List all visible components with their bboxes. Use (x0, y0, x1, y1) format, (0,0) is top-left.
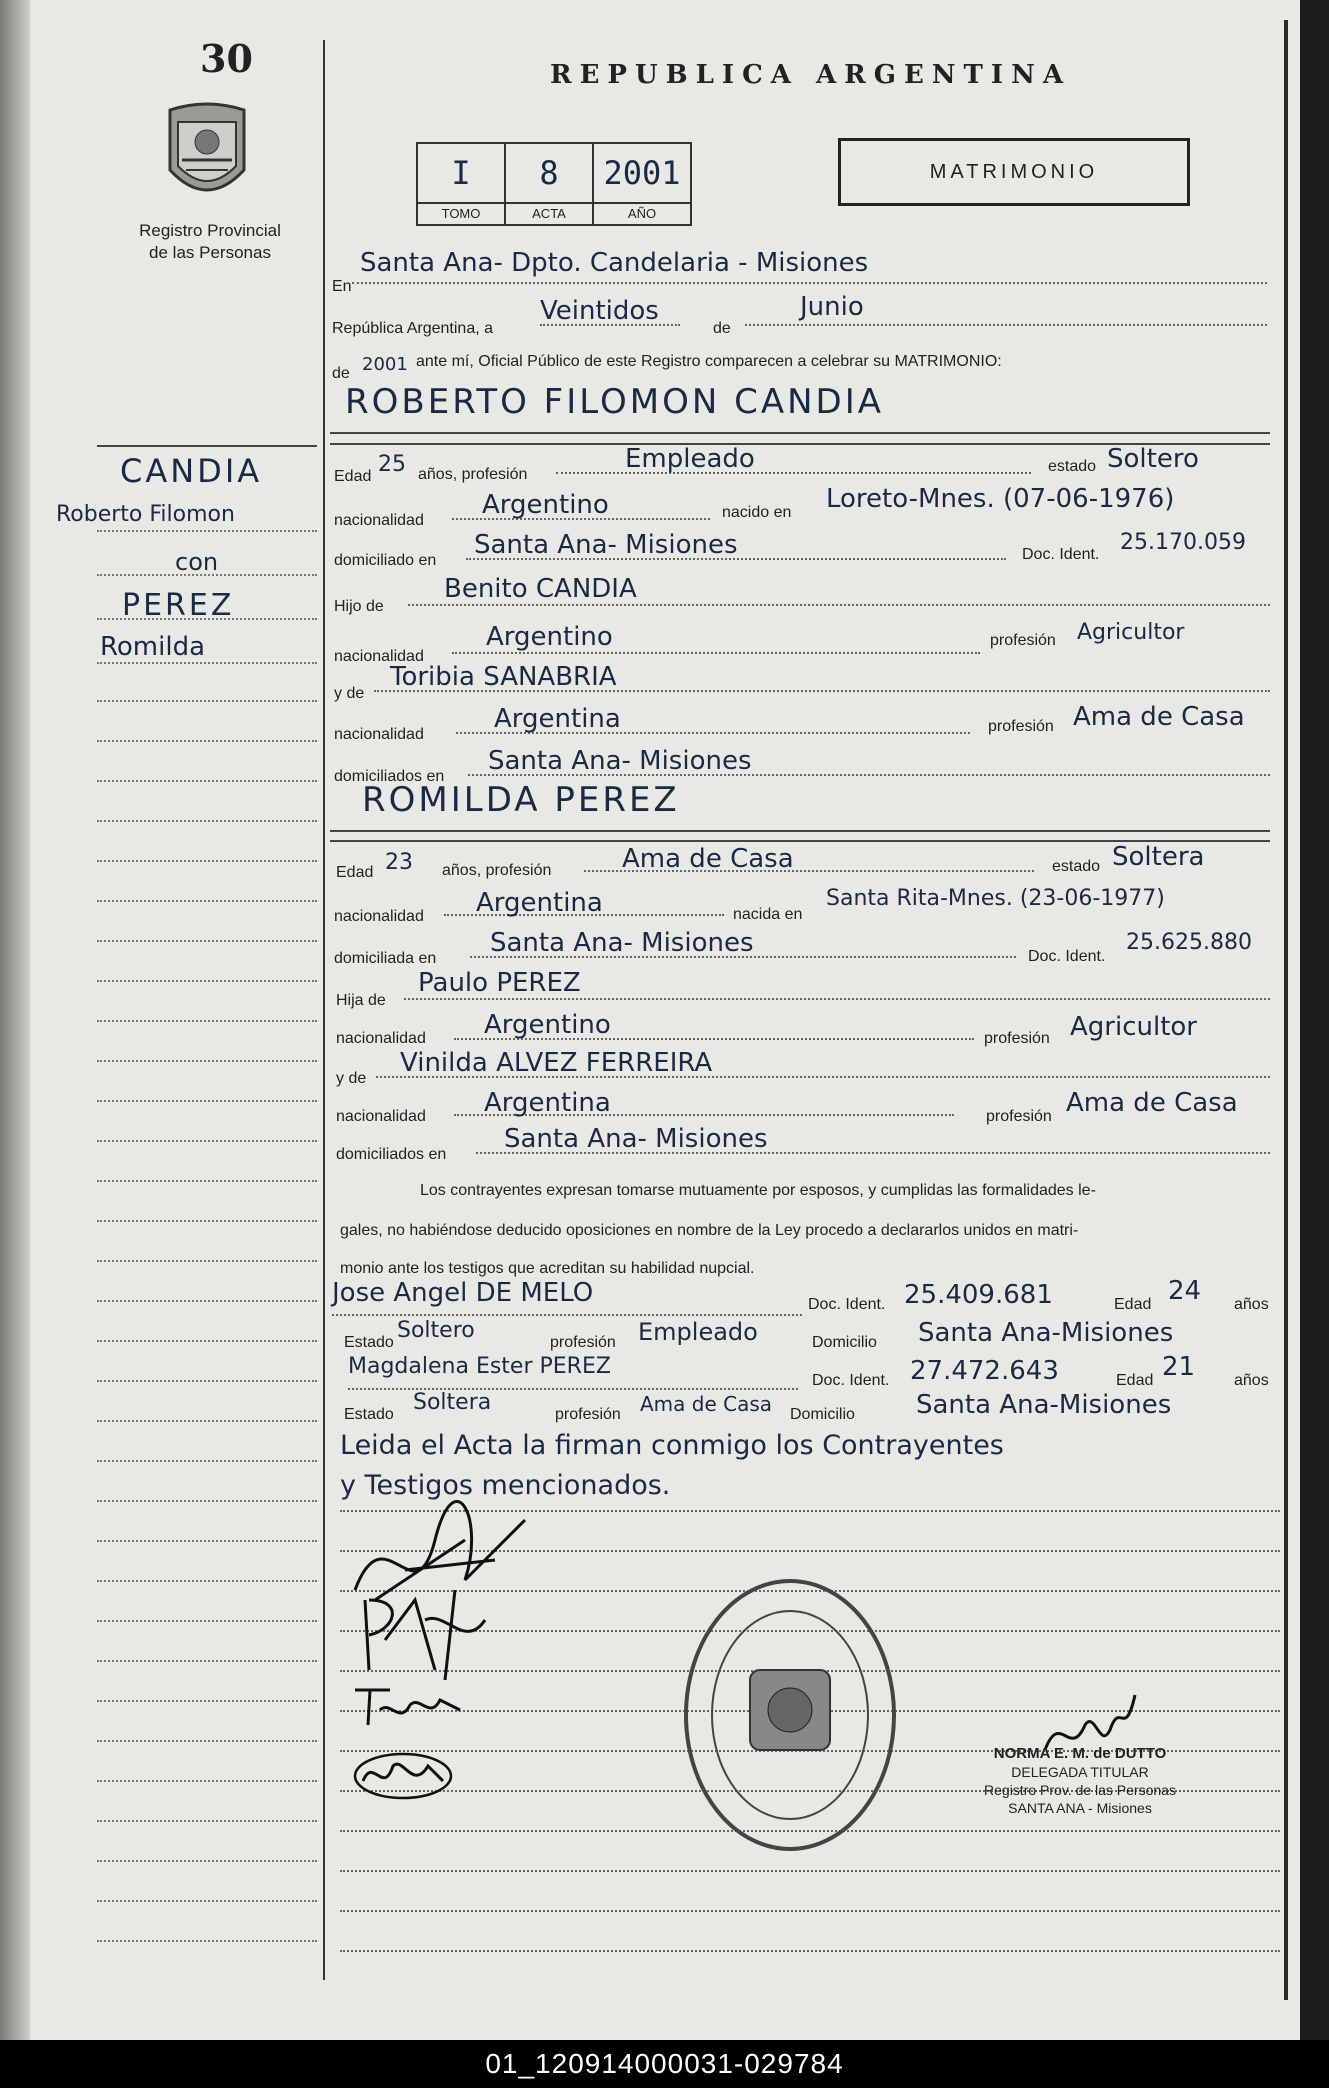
groom-mother-nat: Argentina (494, 704, 621, 734)
witness-2-age-label: Edad (1116, 1372, 1154, 1389)
declaration-line-1: Los contrayentes expresan tomarse mutuamente por esposos, y cumplidas las formalidades le- (420, 1182, 1096, 1199)
bride-mother-label: y de (336, 1070, 367, 1087)
intro-text: ante mí, Oficial Público de este Registro comparecen a celebrar su MATRIMONIO: (416, 353, 1002, 370)
bride-mother-nat-label: nacionalidad (336, 1108, 426, 1125)
tomo-label: TOMO (441, 206, 481, 221)
margin-ruled-line (97, 618, 317, 620)
margin-ruled-line (97, 700, 317, 702)
bride-doc: 25.625.880 (1126, 930, 1252, 955)
groom-doc: 25.170.059 (1120, 530, 1246, 555)
witness-1-dom-label: Domicilio (812, 1334, 877, 1351)
groom-parents-dom-label: domiciliados en (334, 768, 445, 785)
page-edge (1284, 20, 1288, 2000)
witness-2-dom-label: Domicilio (790, 1406, 855, 1423)
witness-2-doc: 27.472.643 (910, 1356, 1059, 1386)
margin-ruled-line (97, 1620, 317, 1622)
anio-value: 2001 (594, 144, 690, 204)
margin-ruled-line (97, 1580, 317, 1582)
witness-2-status: Soltera (413, 1390, 492, 1415)
closing-line-1: Leida el Acta la firman conmigo los Contrayentes (340, 1430, 1004, 1461)
margin-ruled-line (97, 980, 317, 982)
groom-name-underline (330, 432, 1270, 434)
groom-birthplace: Loreto-Mnes. (07-06-1976) (826, 484, 1175, 514)
margin-ruled-line (97, 740, 317, 742)
bride-parents-dom: Santa Ana- Misiones (504, 1124, 768, 1154)
margin-ruled-line (97, 1340, 317, 1342)
witness-2-domicile: Santa Ana-Misiones (916, 1390, 1172, 1420)
bride-father-prof: Agricultor (1070, 1012, 1197, 1042)
groom-name: ROBERTO FILOMON CANDIA (345, 382, 884, 422)
bride-father-nat-label: nacionalidad (336, 1030, 426, 1047)
bride-dom-label: domiciliada en (334, 950, 437, 967)
witness-1-doc: 25.409.681 (904, 1280, 1053, 1310)
bride-mother: Vinilda ALVEZ FERREIRA (400, 1048, 713, 1078)
anio-label: AÑO (627, 206, 657, 221)
margin-ruled-line (97, 1020, 317, 1022)
margin-ruled-line (97, 1260, 317, 1262)
bride-father: Paulo PEREZ (418, 968, 581, 998)
groom-status-label: estado (1048, 458, 1097, 475)
margin-ruled-line (97, 1860, 317, 1862)
bride-parents-dom-label: domiciliados en (336, 1146, 447, 1163)
document-title: REPUBLICA ARGENTINA (550, 60, 1072, 90)
margin-ruled-line (97, 1540, 317, 1542)
margin-ruled-line (97, 780, 317, 782)
declaration-line-2: gales, no habiéndose deducido oposiciones en nombre de la Ley procedo a declararlos unidos en matri- (340, 1222, 1079, 1239)
margin-ruled-line (97, 1780, 317, 1782)
bride-mother-prof: Ama de Casa (1066, 1088, 1238, 1118)
groom-father-nat-label: nacionalidad (334, 648, 424, 665)
day-value: Veintidos (540, 296, 659, 326)
province-seal-icon (164, 100, 250, 208)
tomo-value: I (418, 144, 504, 204)
margin-ruled-line (97, 820, 317, 822)
ruled-line (340, 1870, 1280, 1872)
margin-ruled-line (97, 1660, 317, 1662)
groom-father-prof-label: profesión (990, 632, 1056, 649)
ruled-line (340, 1950, 1280, 1952)
groom-father-line (408, 604, 1270, 606)
witness-2-years-label: años (1234, 1372, 1269, 1389)
groom-age-label: Edad (334, 468, 372, 485)
margin-name-2: Romilda (100, 632, 206, 662)
bride-status: Soltera (1112, 842, 1205, 872)
witness-1-domicile: Santa Ana-Misiones (918, 1318, 1174, 1348)
bride-father-line (404, 998, 1270, 1000)
margin-ruled-line (97, 1500, 317, 1502)
republica-label: República Argentina, a (332, 320, 493, 337)
witness-2-doc-label: Doc. Ident. (812, 1372, 890, 1389)
de2-label: de (332, 365, 350, 382)
bride-nationality: Argentina (476, 888, 603, 918)
groom-dom-label: domiciliado en (334, 552, 437, 569)
groom-parents-dom: Santa Ana- Misiones (488, 746, 752, 776)
official-stamp-icon (680, 1575, 900, 1855)
margin-top-rule (97, 445, 317, 447)
registry-line-1: Registro Provincial (139, 221, 281, 240)
signature-witness-2 (348, 1746, 458, 1806)
margin-ruled-line (97, 1940, 317, 1942)
official-signature-block (950, 1745, 1210, 1817)
witness-1-years-label: años (1234, 1296, 1269, 1313)
bride-name: ROMILDA PEREZ (362, 780, 680, 820)
official-name: NORMA E. M. de DUTTO (993, 1745, 1167, 1762)
official-place: SANTA ANA - Misiones (1008, 1800, 1152, 1816)
bride-doc-label: Doc. Ident. (1028, 948, 1106, 965)
margin-ruled-line (97, 1700, 317, 1702)
bride-father-nat: Argentino (484, 1010, 611, 1040)
witness-2-prof-label: profesión (555, 1406, 621, 1423)
witness-2-name: Magdalena Ester PEREZ (348, 1354, 611, 1379)
margin-ruled-line (97, 1300, 317, 1302)
de-label: de (713, 320, 731, 337)
margin-ruled-line (97, 662, 317, 664)
place-value: Santa Ana- Dpto. Candelaria - Misiones (360, 248, 869, 278)
witness-2-age: 21 (1162, 1352, 1196, 1382)
witness-1-age-label: Edad (1114, 1296, 1152, 1313)
margin-ruled-line (97, 940, 317, 942)
groom-father-nat: Argentino (486, 622, 613, 652)
acta-cell (506, 144, 594, 224)
groom-mother-prof-label: profesión (988, 718, 1054, 735)
margin-ruled-line (97, 1180, 317, 1182)
margin-divider (323, 40, 325, 1980)
margin-ruled-line (97, 1740, 317, 1742)
bride-domicile: Santa Ana- Misiones (490, 928, 754, 958)
declaration-line-3: monio ante los testigos que acreditan su habilidad nupcial. (340, 1260, 755, 1277)
month-value: Junio (800, 292, 864, 322)
groom-father-prof: Agricultor (1077, 620, 1185, 645)
witness-1-profession: Empleado (638, 1318, 758, 1346)
bride-profession: Ama de Casa (622, 844, 794, 874)
acta-value: 8 (506, 144, 592, 204)
margin-ruled-line (97, 1820, 317, 1822)
margin-ruled-line (97, 530, 317, 532)
footer-code: 01_120914000031-029784 (0, 2040, 1329, 2088)
bride-nat-label: nacionalidad (334, 908, 424, 925)
margin-ruled-line (97, 1100, 317, 1102)
witness-1-prof-label: profesión (550, 1334, 616, 1351)
page-number: 30 (200, 36, 253, 81)
en-label: En (332, 278, 352, 295)
groom-domicile: Santa Ana- Misiones (474, 530, 738, 560)
margin-surname-1: CANDIA (120, 452, 263, 490)
groom-father: Benito CANDIA (444, 574, 637, 604)
groom-father-label: Hijo de (334, 598, 384, 615)
margin-ruled-line (97, 1420, 317, 1422)
signature-witness-1 (350, 1680, 470, 1730)
bride-born-label: nacida en (733, 906, 803, 923)
margin-con: con (175, 548, 219, 576)
certificate-type-box: MATRIMONIO (838, 138, 1190, 206)
closing-line-2: y Testigos mencionados. (340, 1470, 671, 1501)
bride-mother-nat: Argentina (484, 1088, 611, 1118)
margin-ruled-line (97, 1380, 317, 1382)
witness-1-doc-label: Doc. Ident. (808, 1296, 886, 1313)
bride-age-label: Edad (336, 864, 374, 881)
margin-name-1: Roberto Filomon (56, 502, 235, 527)
groom-nat-label: nacionalidad (334, 512, 424, 529)
year-value: 2001 (362, 354, 408, 375)
witness-1-status-label: Estado (344, 1334, 394, 1351)
bride-father-prof-label: profesión (984, 1030, 1050, 1047)
witness-1-age: 24 (1168, 1276, 1202, 1306)
ruled-line (340, 1910, 1280, 1912)
groom-doc-label: Doc. Ident. (1022, 546, 1100, 563)
witness-1-name-line (332, 1314, 802, 1316)
bride-birthplace: Santa Rita-Mnes. (23-06-1977) (826, 886, 1165, 911)
bride-mother-prof-label: profesión (986, 1108, 1052, 1125)
official-office: Registro Prov. de las Personas (984, 1782, 1176, 1798)
witness-1-name: Jose Angel DE MELO (332, 1278, 594, 1308)
groom-born-label: nacido en (722, 504, 792, 521)
record-reference-box (416, 142, 692, 226)
margin-surname-2: PEREZ (122, 588, 235, 623)
witness-1-status: Soltero (397, 1318, 475, 1343)
groom-mother: Toribia SANABRIA (390, 662, 617, 692)
groom-status: Soltero (1107, 444, 1199, 474)
margin-ruled-line (97, 1220, 317, 1222)
tomo-cell (418, 144, 506, 224)
witness-2-status-label: Estado (344, 1406, 394, 1423)
groom-mother-prof: Ama de Casa (1073, 702, 1245, 732)
groom-years-prof-label: años, profesión (418, 466, 528, 483)
groom-profession: Empleado (625, 444, 755, 474)
groom-mother-nat-label: nacionalidad (334, 726, 424, 743)
signature-bride (355, 1580, 505, 1690)
margin-ruled-line (97, 574, 317, 576)
anio-cell (594, 144, 690, 224)
acta-label: ACTA (532, 206, 566, 221)
official-role: DELEGADA TITULAR (1011, 1764, 1149, 1780)
groom-father-nat-line (452, 652, 980, 654)
witness-2-profession: Ama de Casa (640, 1392, 773, 1416)
margin-ruled-line (97, 900, 317, 902)
margin-ruled-line (97, 860, 317, 862)
month-line (745, 324, 1267, 326)
bride-age: 23 (385, 850, 413, 875)
groom-nationality: Argentino (482, 490, 609, 520)
registry-line-2: de las Personas (149, 243, 271, 262)
bride-name-underline (330, 830, 1270, 832)
margin-ruled-line (97, 1460, 317, 1462)
bride-father-label: Hija de (336, 992, 386, 1009)
margin-ruled-line (97, 1140, 317, 1142)
margin-ruled-line (97, 1060, 317, 1062)
bride-years-prof-label: años, profesión (442, 862, 552, 879)
groom-age: 25 (378, 452, 406, 477)
place-line (352, 282, 1267, 284)
bride-status-label: estado (1052, 858, 1101, 875)
groom-mother-label: y de (334, 685, 365, 702)
book-spine (0, 0, 30, 2040)
registry-name (110, 220, 310, 264)
margin-ruled-line (97, 1900, 317, 1902)
